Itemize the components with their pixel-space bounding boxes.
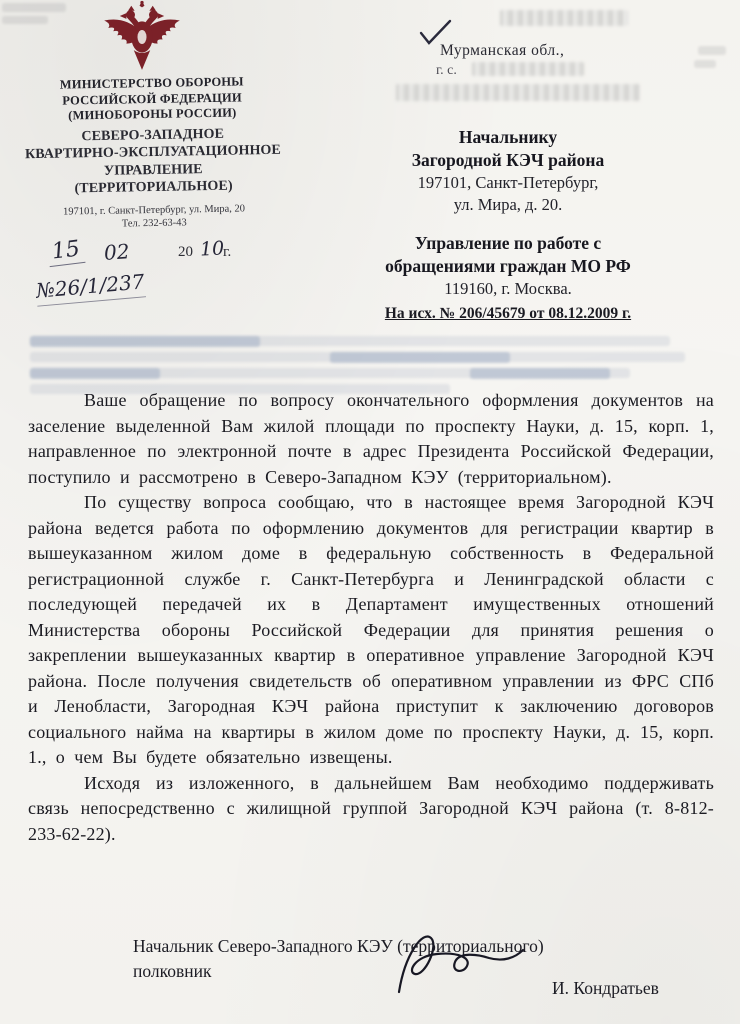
signatory-name: И. Кондратьев: [552, 978, 659, 998]
signature-rank: полковник: [133, 961, 212, 981]
signature-position-line: Начальник Северо-Западного КЭУ (территориального): [133, 936, 544, 956]
coat-of-arms-eagle-icon: [92, 0, 192, 79]
recipient-title: обращениями граждан МО РФ: [385, 256, 631, 276]
org-address: 197101, г. Санкт-Петербург, ул. Мира, 20: [62, 202, 246, 218]
recipient-address: ул. Мира, д. 20.: [453, 194, 563, 214]
recipient-title: Управление по работе с: [414, 233, 602, 253]
org-name-line: (МИНОБОРОНЫ РОССИИ): [68, 105, 237, 123]
org-phone: Тел. 232-63-43: [121, 216, 187, 230]
year-suffix: г.: [223, 244, 232, 260]
letter-body: [28, 388, 714, 847]
recipient-block-1: [352, 126, 664, 215]
stamp-partial-line: г. с.: [436, 63, 457, 78]
reference-number-line: На исх. № 206/45679 от 08.12.2009 г.: [384, 304, 632, 322]
body-paragraph-2: По существу вопроса сообщаю, что в настоящее время Загородной КЭЧ района ведется работа по оформлению документов для регистрации квартир в вышеуказанном жилом доме в федеральную собственность в Федеральной регистрационной службе г. Санкт-Петербурга и Ленинградской области с последующей передачей их в Департамент имущественных отношений Министерства обороны Российской Федерации для принятия решения о закреплении вышеуказанных квартир в оперативное управление Загородной КЭЧ района. После получения свидетельств об оперативном управлении из ФРС СПб и Ленобласти, Загородная КЭЧ района приступит к заключению договоров социального найма на квартиры в жилом доме по проспекту Науки, д. 15, корп. 1., о чем Вы будете обязательно извещены.: [28, 492, 714, 767]
handwritten-signature-icon: [385, 922, 535, 1022]
body-paragraph-3: Исходя из изложенного, в дальнейшем Вам необходимо поддерживать связь непосредственно с жилищной группой Загородной КЭЧ района (т. 8-812-233-62-22).: [28, 772, 714, 844]
redacted-text-blur: [500, 10, 628, 26]
redacted-text-blur: [472, 62, 584, 76]
org-unit-line: КВАРТИРНО-ЭКСПЛУАТАЦИОННОЕ: [24, 142, 282, 163]
bleed-mark: [2, 3, 66, 12]
bleed-mark: [2, 16, 48, 24]
org-unit-line: СЕВЕРО-ЗАПАДНОЕ: [81, 126, 225, 144]
handwritten-year: 10: [199, 237, 225, 261]
date-line: [30, 238, 290, 272]
recipient-address: 197101, Санкт-Петербург,: [417, 173, 599, 192]
recipient-title: Загородной КЭЧ района: [411, 150, 605, 170]
handwritten-date-day: 15: [46, 236, 85, 267]
bleed-mark: [694, 60, 716, 68]
bleed-mark: [698, 46, 726, 55]
recipient-address: 119160, г. Москва.: [444, 279, 572, 298]
handwritten-doc-number: №26/1/237: [35, 269, 146, 306]
org-name-line: РОССИЙСКОЙ ФЕДЕРАЦИИ: [62, 89, 242, 108]
recipient-title: Начальнику: [458, 127, 558, 147]
letterhead: [13, 74, 294, 232]
printed-year-prefix: 20: [178, 244, 193, 260]
org-unit-line: (ТЕРРИТОРИАЛЬНОЕ): [74, 178, 233, 197]
org-unit-line: УПРАВЛЕНИЕ: [103, 161, 203, 179]
handwritten-date-month: 02: [103, 239, 131, 265]
redacted-text-blur: [396, 84, 640, 101]
org-name-line: МИНИСТЕРСТВО ОБОРОНЫ: [59, 74, 244, 92]
body-paragraph-1: Ваше обращение по вопросу окончательного оформления документов на заселение выделенной Вам жилой площади по проспекту Науки, д. 15, корп. 1, направленное по электронной почте в адрес Президента Российской Федерации, поступило и рассмотрено в Северо-Западном КЭУ (территориальном).: [28, 390, 714, 487]
stamp-region-line: Мурманская обл.,: [440, 42, 565, 59]
recipient-block-2: [342, 232, 674, 324]
